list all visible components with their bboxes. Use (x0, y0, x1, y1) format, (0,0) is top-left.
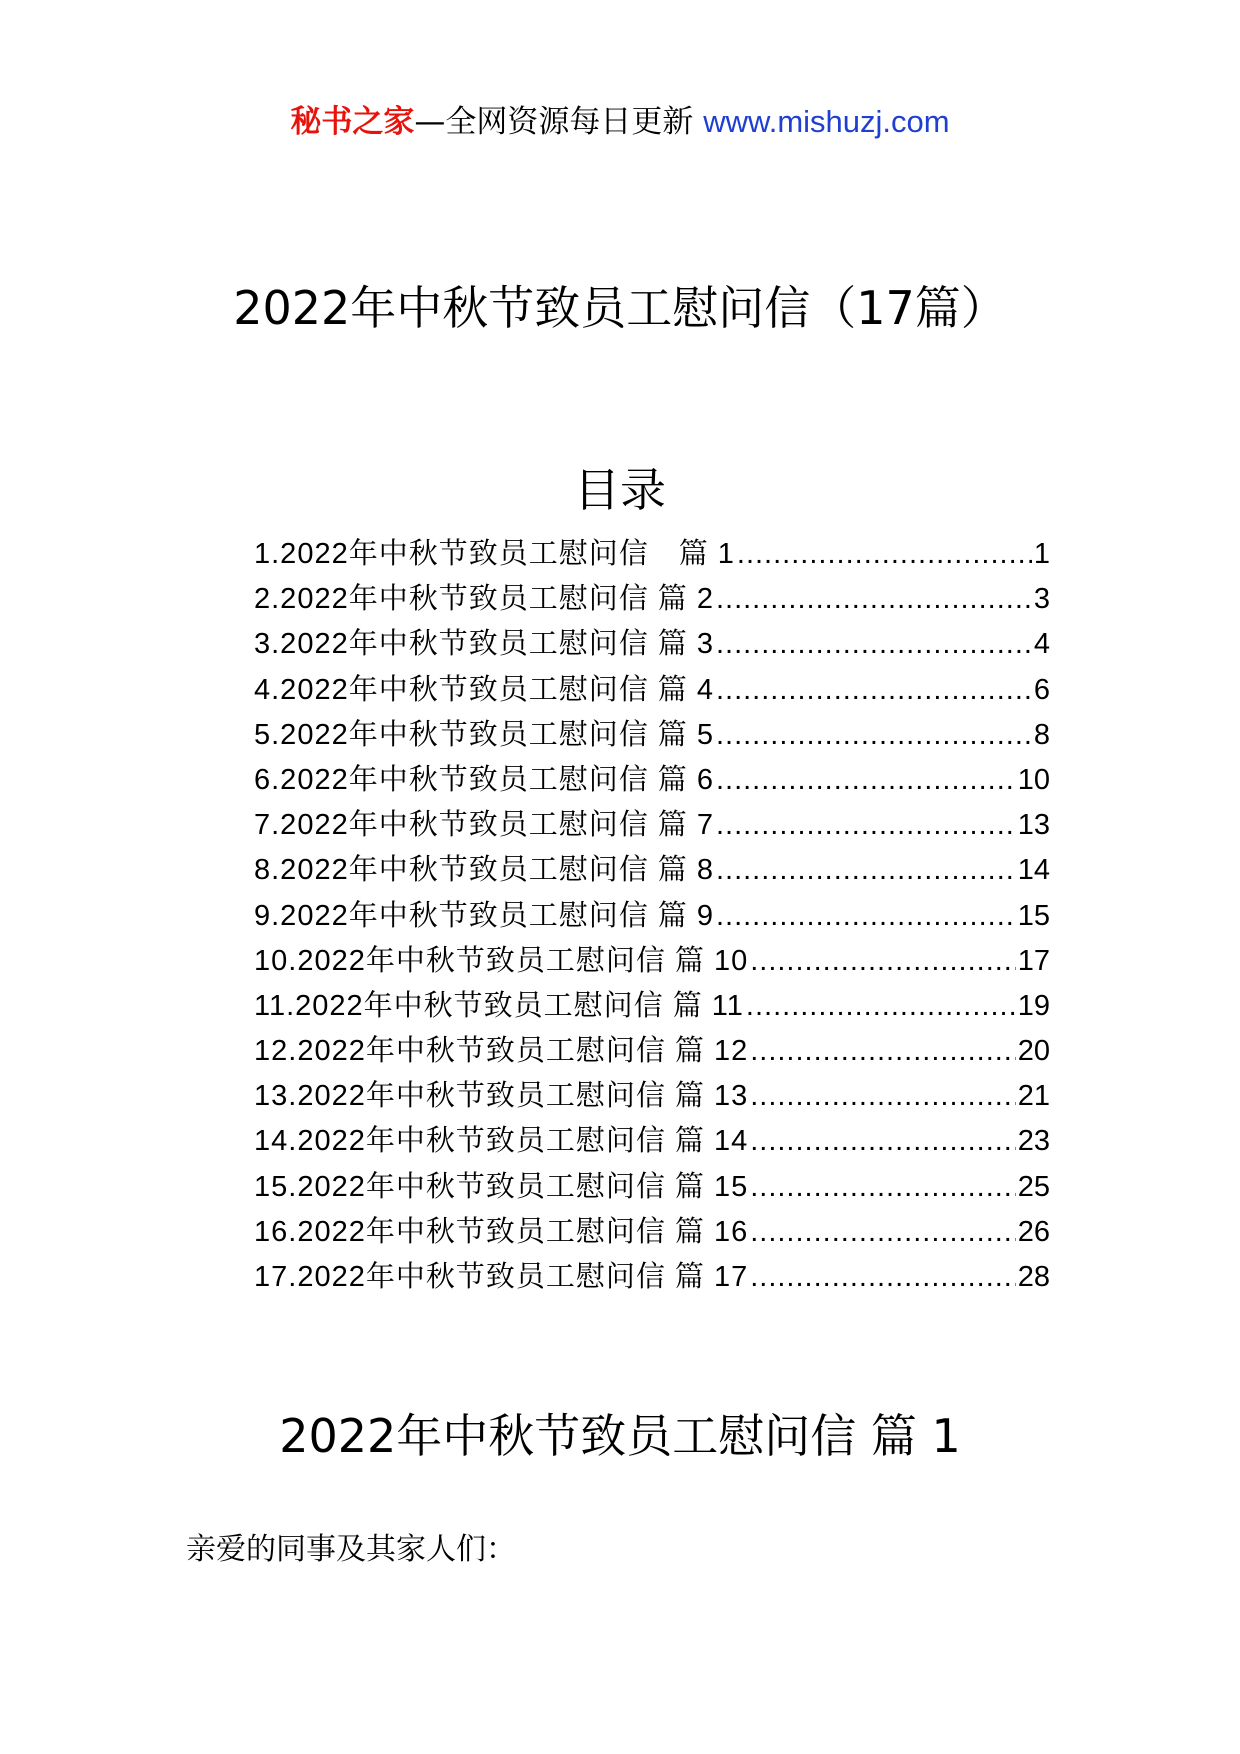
toc-entry-label: 7.2022年中秋节致员工慰问信 篇 7 (254, 809, 714, 842)
toc-entry-page: 6 (1033, 673, 1050, 706)
document-title: 2022年中秋节致员工慰问信（17篇） (233, 281, 1007, 335)
toc-entry[interactable] (254, 1029, 1050, 1074)
toc-entry-page: 3 (1033, 583, 1050, 616)
toc-leader-dots (716, 577, 1032, 622)
site-url-link[interactable]: www.mishuzj.com (703, 104, 950, 139)
toc-entry-page: 8 (1033, 718, 1050, 751)
toc-leader-dots (716, 758, 1016, 803)
toc-entry-label: 2.2022年中秋节致员工慰问信 篇 2 (254, 583, 714, 616)
toc-entry-label: 5.2022年中秋节致员工慰问信 篇 5 (254, 718, 714, 751)
toc-entry-page: 13 (1017, 809, 1050, 842)
toc-entry-page: 28 (1017, 1261, 1050, 1293)
toc-entry-label: 9.2022年中秋节致员工慰问信 篇 9 (254, 899, 714, 932)
toc-entry-page: 10 (1017, 763, 1050, 796)
toc-leader-dots (716, 848, 1016, 893)
toc-entry-page: 21 (1017, 1080, 1050, 1113)
toc-leader-dots (716, 803, 1016, 848)
toc-entry-page: 23 (1017, 1125, 1050, 1158)
toc-entry[interactable] (254, 939, 1050, 984)
toc-entry-page: 15 (1017, 899, 1050, 932)
toc-entry-label: 12.2022年中秋节致员工慰问信 篇 12 (254, 1035, 749, 1068)
toc-leader-dots (750, 1074, 1016, 1119)
toc-leader-dots (737, 532, 1032, 577)
toc-entry[interactable] (254, 622, 1050, 667)
toc-entry-label: 4.2022年中秋节致员工慰问信 篇 4 (254, 673, 714, 706)
toc-leader-dots (746, 984, 1016, 1029)
toc-entry[interactable] (254, 713, 1050, 758)
toc-entry-page: 17 (1017, 944, 1050, 977)
toc-entry-label: 16.2022年中秋节致员工慰问信 篇 16 (254, 1215, 749, 1248)
toc-entry-label: 17.2022年中秋节致员工慰问信 篇 17 (254, 1261, 749, 1293)
toc-entry-label: 6.2022年中秋节致员工慰问信 篇 6 (254, 763, 714, 796)
toc-leader-dots (750, 1255, 1016, 1300)
letter-salutation: 亲爱的同事及其家人们： (186, 1532, 516, 1567)
toc-entry-page: 26 (1017, 1215, 1050, 1248)
toc-leader-dots (750, 1210, 1016, 1255)
toc-entry-label: 1.2022年中秋节致员工慰问信 篇 1 (254, 538, 735, 570)
toc-entry[interactable] (254, 1255, 1050, 1300)
toc-entry-label: 10.2022年中秋节致员工慰问信 篇 10 (254, 944, 749, 977)
toc-leader-dots (716, 668, 1032, 713)
toc-leader-dots (716, 622, 1032, 667)
toc-entry-label: 3.2022年中秋节致员工慰问信 篇 3 (254, 628, 714, 661)
toc-leader-dots (716, 894, 1016, 939)
toc-entry-page: 4 (1033, 628, 1050, 661)
header-tagline: —全网资源每日更新 (414, 104, 694, 140)
toc-entry-label: 15.2022年中秋节致员工慰问信 篇 15 (254, 1170, 749, 1203)
brand-name: 秘书之家 (290, 104, 415, 140)
toc-entry-page: 19 (1017, 989, 1050, 1022)
section-title: 2022年中秋节致员工慰问信 篇 1 (279, 1409, 961, 1463)
toc-entry[interactable] (254, 848, 1050, 893)
toc-entry-label: 11.2022年中秋节致员工慰问信 篇 11 (254, 989, 744, 1022)
toc-leader-dots (750, 1119, 1016, 1164)
toc-leader-dots (716, 713, 1032, 758)
toc-leader-dots (750, 1165, 1016, 1210)
toc-entry[interactable] (254, 758, 1050, 803)
table-of-contents (254, 532, 1050, 1300)
toc-entry-page: 14 (1017, 854, 1050, 887)
toc-entry-label: 13.2022年中秋节致员工慰问信 篇 13 (254, 1080, 749, 1113)
toc-leader-dots (750, 1029, 1016, 1074)
toc-entry[interactable] (254, 577, 1050, 622)
toc-entry[interactable] (254, 803, 1050, 848)
toc-entry-label: 14.2022年中秋节致员工慰问信 篇 14 (254, 1125, 749, 1158)
toc-entry[interactable] (254, 894, 1050, 939)
toc-entry[interactable] (254, 532, 1050, 577)
toc-entry[interactable] (254, 984, 1050, 1029)
toc-leader-dots (750, 939, 1016, 984)
toc-entry[interactable] (254, 1074, 1050, 1119)
site-header (0, 100, 1240, 144)
toc-entry-label: 8.2022年中秋节致员工慰问信 篇 8 (254, 854, 714, 887)
toc-entry[interactable] (254, 1119, 1050, 1164)
toc-heading: 目录 (574, 463, 666, 517)
toc-entry-page: 20 (1017, 1035, 1050, 1068)
toc-entry-page: 25 (1017, 1170, 1050, 1203)
toc-entry[interactable] (254, 1210, 1050, 1255)
toc-entry[interactable] (254, 668, 1050, 713)
toc-entry[interactable] (254, 1165, 1050, 1210)
toc-entry-page: 1 (1033, 538, 1050, 570)
